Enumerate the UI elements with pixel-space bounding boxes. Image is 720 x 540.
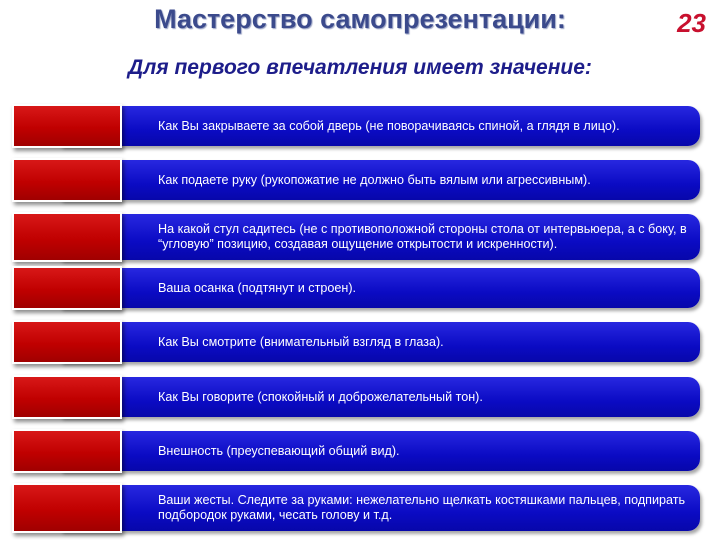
list-item — [12, 483, 700, 533]
item-text: Внешность (преуспевающий общий вид). — [158, 443, 400, 458]
item-text: Ваши жесты. Следите за руками: нежелательно щелкать костяшками пальцев, подпирать подбородок руками, чесать голову и т.д. — [158, 493, 686, 522]
slide-subtitle: Для первого впечатления имеет значение: — [128, 56, 592, 79]
item-text: Как Вы говорите (спокойный и доброжелательный тон). — [158, 389, 483, 404]
item-text: Как подаете руку (рукопожатие не должно быть вялым или агрессивным). — [158, 172, 591, 187]
item-marker — [12, 266, 122, 310]
item-text: Как Вы закрываете за собой дверь (не поворачиваясь спиной, а глядя в лицо). — [158, 118, 620, 133]
item-marker — [12, 320, 122, 364]
list-item — [12, 158, 700, 202]
item-marker — [12, 158, 122, 202]
item-marker — [12, 104, 122, 148]
item-text: Как Вы смотрите (внимательный взгляд в глаза). — [158, 334, 444, 349]
item-text: На какой стул садитесь (не с противоположной стороны стола от интервьюера, а с боку, в “угловую” позицию, создавая ощущение открытости и искренности). — [158, 222, 687, 251]
list-item — [12, 320, 700, 364]
list-item — [12, 429, 700, 473]
item-marker — [12, 483, 122, 533]
item-marker — [12, 375, 122, 419]
list-item — [12, 375, 700, 419]
list-item — [12, 212, 700, 262]
list-item — [12, 266, 700, 310]
item-text: Ваша осанка (подтянут и строен). — [158, 280, 357, 295]
list-item — [12, 104, 700, 148]
item-marker — [12, 429, 122, 473]
item-marker — [12, 212, 122, 262]
slide-title: Мастерство самопрезентации: — [154, 4, 566, 34]
slide-number: 23 — [677, 8, 706, 38]
